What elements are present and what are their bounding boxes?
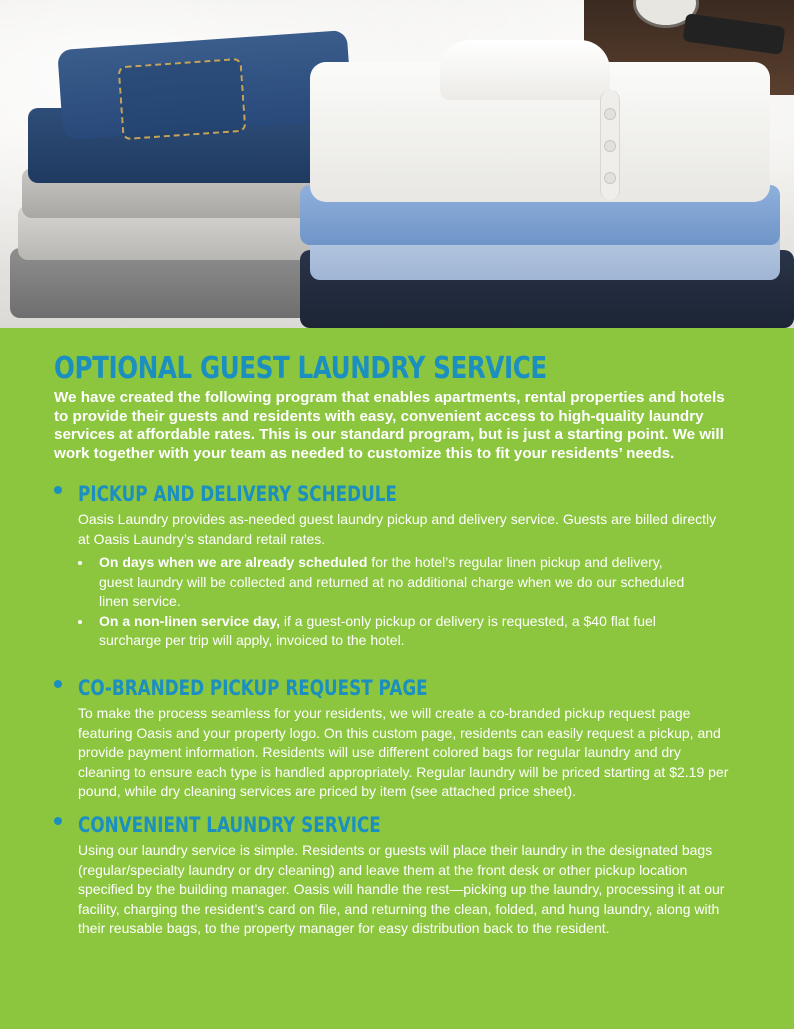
section-body: Using our laundry service is simple. Residents or guests will place their laundry in the designated bags (regular/specialty laundry or dry cleaning) and leave them at the front desk or other pickup location specified by the building manager. Oasis will handle the rest—picking up the laundry, processing it at our facility, charging the resident’s card on file, and returning the clean, folded, and hung laundry, along with their reusable bags, to the property manager for easy distribution back to the resident.: [78, 842, 725, 936]
sub-bullet-icon: [78, 561, 82, 565]
list-item-lead: On a non-linen service day,: [99, 612, 281, 629]
section-co-branded-page: [54, 676, 744, 806]
jeans-pocket: [118, 58, 247, 140]
shirt-button: [604, 172, 616, 184]
section-heading: CONVENIENT LAUNDRY SERVICE: [78, 813, 381, 837]
shirt-collar: [440, 40, 610, 100]
bullet-icon: [54, 680, 62, 688]
section-body: To make the process seamless for your residents, we will create a co-branded pickup request page featuring Oasis and your property logo. On this custom page, residents can easily request a pickup, and provide payment information. Residents will use different colored bags for regular laundry and dry cleaning to ensure each type is handled appropriately. Regular laundry will be priced starting at $2.19 per pound, while dry cleaning services are priced by item (see attached price sheet).: [78, 705, 729, 799]
bullet-icon: [54, 486, 62, 494]
shirt-button: [604, 108, 616, 120]
list-item-text: for the hotel’s regular linen pickup and delivery, guest laundry will be collected and returned at no additional charge when we do our scheduled linen service.: [99, 554, 685, 609]
page-title: OPTIONAL GUEST LAUNDRY SERVICE: [54, 351, 547, 386]
shirt-button: [604, 140, 616, 152]
section-convenient-service: [54, 813, 744, 963]
sub-bullet-icon: [78, 620, 82, 624]
bullet-icon: [54, 817, 62, 825]
list-item: [76, 553, 696, 612]
section-heading: PICKUP AND DELIVERY SCHEDULE: [78, 482, 397, 506]
section-heading: CO-BRANDED PICKUP REQUEST PAGE: [78, 676, 428, 700]
intro-paragraph: We have created the following program that enables apartments, rental properties and hotels to provide their guests and residents with easy, convenient access to high-quality laundry services at affordable rates. This is our standard program, but is just a starting point. We will work together with your team as needed to customize this to fit your residents’ needs.: [54, 389, 725, 462]
list-item: [76, 612, 696, 651]
sub-list: [76, 553, 696, 651]
list-item-text: if a guest-only pickup or delivery is requested, a $40 flat fuel surcharge per trip will apply, invoiced to the hotel.: [99, 612, 656, 648]
content-panel: [0, 328, 794, 1029]
hero-photo-folded-laundry: [0, 0, 794, 328]
list-item-lead: On days when we are already scheduled: [99, 554, 368, 570]
section-pickup-delivery: [54, 482, 744, 657]
section-body: Oasis Laundry provides as-needed guest laundry pickup and delivery service. Guests are billed directly at Oasis Laundry’s standard retail rates.: [78, 511, 717, 547]
